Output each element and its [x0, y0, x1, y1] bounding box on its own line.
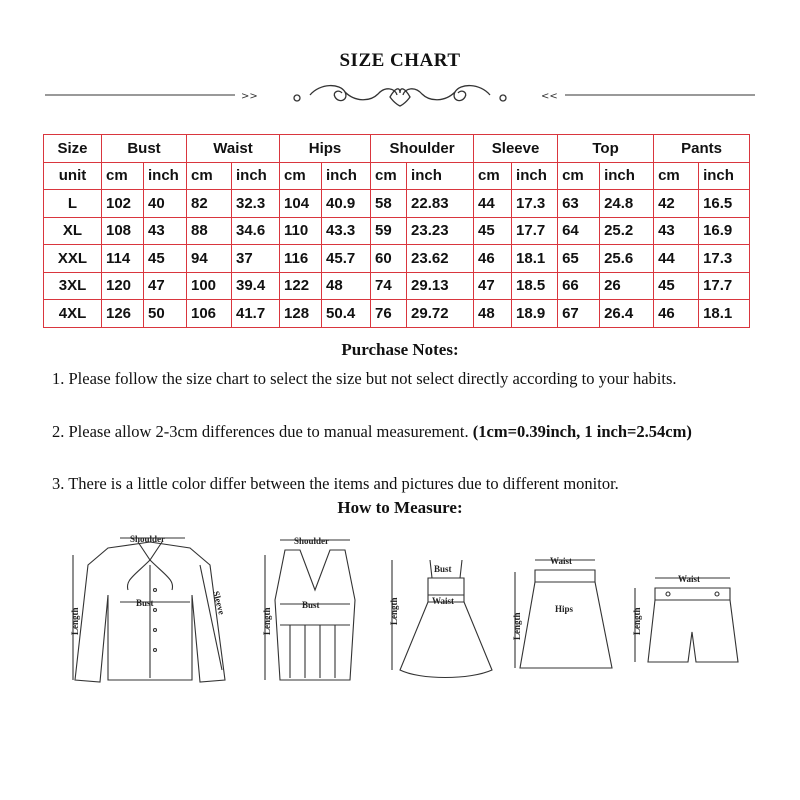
unit-cell: inch — [144, 162, 187, 190]
unit-cell: inch — [407, 162, 474, 190]
blouse-shoulder-label: Shoulder — [130, 534, 166, 544]
table-cell: 29.13 — [407, 272, 474, 300]
tank-bust-label: Bust — [302, 600, 320, 610]
table-cell: 45.7 — [322, 245, 371, 273]
table-cell: 26 — [600, 272, 654, 300]
scroll-flourish-icon — [294, 86, 506, 106]
table-cell: 60 — [371, 245, 407, 273]
table-cell: 45 — [144, 245, 187, 273]
table-cell: 23.62 — [407, 245, 474, 273]
skirt-length-label: Length — [512, 612, 522, 640]
table-cell: 59 — [371, 217, 407, 245]
dress-length-label: Length — [389, 597, 399, 625]
unit-cell: cm — [187, 162, 232, 190]
table-cell: 114 — [102, 245, 144, 273]
table-cell: 16.9 — [699, 217, 750, 245]
unit-cell: inch — [322, 162, 371, 190]
table-cell: 46 — [654, 300, 699, 328]
table-cell: 26.4 — [600, 300, 654, 328]
table-cell: 29.72 — [407, 300, 474, 328]
purchase-notes-title: Purchase Notes: — [341, 340, 459, 359]
note-2 — [52, 419, 762, 444]
table-cell: 65 — [558, 245, 600, 273]
skirt-waist-label: Waist — [550, 556, 573, 566]
table-cell: 18.5 — [512, 272, 558, 300]
table-cell: 100 — [187, 272, 232, 300]
table-cell: 128 — [280, 300, 322, 328]
tank-shoulder-label: Shoulder — [294, 536, 330, 546]
table-cell: 67 — [558, 300, 600, 328]
table-cell: 46 — [474, 245, 512, 273]
size-label: XL — [44, 217, 102, 245]
table-cell: 41.7 — [232, 300, 280, 328]
table-cell: 43.3 — [322, 217, 371, 245]
table-cell: 40.9 — [322, 190, 371, 218]
table-row — [44, 300, 750, 328]
table-cell: 76 — [371, 300, 407, 328]
skirt-hips-label: Hips — [555, 604, 574, 614]
ornament-right-arrows: << — [541, 91, 558, 102]
unit-cell: cm — [371, 162, 407, 190]
shorts-diagram — [635, 578, 738, 662]
table-cell: 44 — [474, 190, 512, 218]
table-cell: 37 — [232, 245, 280, 273]
dress-waist-label: Waist — [432, 596, 455, 606]
blouse-bust-label: Bust — [136, 598, 154, 608]
table-cell: 94 — [187, 245, 232, 273]
shorts-length-label: Length — [632, 607, 642, 635]
table-cell: 88 — [187, 217, 232, 245]
how-to-measure-title: How to Measure: — [337, 498, 463, 517]
table-cell: 17.3 — [699, 245, 750, 273]
table-cell: 16.5 — [699, 190, 750, 218]
table-cell: 47 — [474, 272, 512, 300]
unit-cell: cm — [558, 162, 600, 190]
table-cell: 64 — [558, 217, 600, 245]
table-cell: 17.7 — [512, 217, 558, 245]
header-sleeve: Sleeve — [474, 135, 558, 163]
unit-cell: inch — [512, 162, 558, 190]
size-chart-table — [43, 134, 750, 328]
header-waist: Waist — [187, 135, 280, 163]
size-label: L — [44, 190, 102, 218]
table-cell: 82 — [187, 190, 232, 218]
table-cell: 108 — [102, 217, 144, 245]
header-size: Size — [44, 135, 102, 163]
header-top: Top — [558, 135, 654, 163]
unit-cell: inch — [699, 162, 750, 190]
table-header-row — [44, 135, 750, 163]
table-cell: 116 — [280, 245, 322, 273]
dress-diagram — [392, 560, 492, 678]
table-cell: 47 — [144, 272, 187, 300]
header-bust: Bust — [102, 135, 187, 163]
unit-cell: cm — [474, 162, 512, 190]
table-cell: 22.83 — [407, 190, 474, 218]
blouse-sleeve-label: Sleeve — [211, 589, 227, 616]
size-label: XXL — [44, 245, 102, 273]
shorts-waist-label: Waist — [678, 574, 701, 584]
unit-cell: cm — [280, 162, 322, 190]
table-cell: 32.3 — [232, 190, 280, 218]
table-row — [44, 272, 750, 300]
table-cell: 63 — [558, 190, 600, 218]
blouse-diagram — [73, 538, 225, 682]
note-3: 3. There is a little color differ between the items and pictures due to different monitor. — [52, 474, 619, 493]
table-cell: 48 — [322, 272, 371, 300]
tank-top-diagram — [265, 540, 355, 680]
note-1: 1. Please follow the size chart to select the size but not select directly according to your habits. — [52, 369, 677, 388]
title-ornament — [45, 80, 755, 110]
size-label: 3XL — [44, 272, 102, 300]
table-cell: 58 — [371, 190, 407, 218]
table-cell: 106 — [187, 300, 232, 328]
table-cell: 18.1 — [699, 300, 750, 328]
table-cell: 110 — [280, 217, 322, 245]
table-cell: 43 — [144, 217, 187, 245]
header-pants: Pants — [654, 135, 750, 163]
unit-cell: cm — [102, 162, 144, 190]
table-row — [44, 190, 750, 218]
table-cell: 74 — [371, 272, 407, 300]
table-cell: 44 — [654, 245, 699, 273]
table-cell: 66 — [558, 272, 600, 300]
skirt-diagram — [515, 560, 612, 668]
unit-cell: cm — [654, 162, 699, 190]
size-chart-title: SIZE CHART — [339, 50, 461, 71]
note-2-conversion: (1cm=0.39inch, 1 inch=2.54cm) — [472, 422, 692, 441]
table-cell: 17.7 — [699, 272, 750, 300]
table-cell: 24.8 — [600, 190, 654, 218]
table-cell: 50 — [144, 300, 187, 328]
table-cell: 126 — [102, 300, 144, 328]
table-unit-row — [44, 162, 750, 190]
table-cell: 25.2 — [600, 217, 654, 245]
table-cell: 18.9 — [512, 300, 558, 328]
table-cell: 25.6 — [600, 245, 654, 273]
table-cell: 18.1 — [512, 245, 558, 273]
measurement-diagrams — [0, 520, 800, 700]
table-cell: 17.3 — [512, 190, 558, 218]
table-cell: 122 — [280, 272, 322, 300]
size-label: 4XL — [44, 300, 102, 328]
table-cell: 48 — [474, 300, 512, 328]
ornament-left-arrows: >> — [241, 91, 258, 102]
unit-cell: inch — [600, 162, 654, 190]
header-hips: Hips — [280, 135, 371, 163]
table-cell: 40 — [144, 190, 187, 218]
table-cell: 39.4 — [232, 272, 280, 300]
table-cell: 104 — [280, 190, 322, 218]
table-cell: 45 — [474, 217, 512, 245]
dress-bust-label: Bust — [434, 564, 452, 574]
table-cell: 43 — [654, 217, 699, 245]
unit-cell: unit — [44, 162, 102, 190]
header-shoulder: Shoulder — [371, 135, 474, 163]
table-cell: 120 — [102, 272, 144, 300]
table-row — [44, 245, 750, 273]
table-cell: 23.23 — [407, 217, 474, 245]
table-cell: 34.6 — [232, 217, 280, 245]
table-cell: 45 — [654, 272, 699, 300]
tank-length-label: Length — [262, 607, 272, 635]
unit-cell: inch — [232, 162, 280, 190]
note-2-text: 2. Please allow 2-3cm differences due to manual measurement. — [52, 422, 473, 441]
blouse-length-label: Length — [70, 607, 80, 635]
table-cell: 102 — [102, 190, 144, 218]
table-row — [44, 217, 750, 245]
table-cell: 42 — [654, 190, 699, 218]
table-cell: 50.4 — [322, 300, 371, 328]
